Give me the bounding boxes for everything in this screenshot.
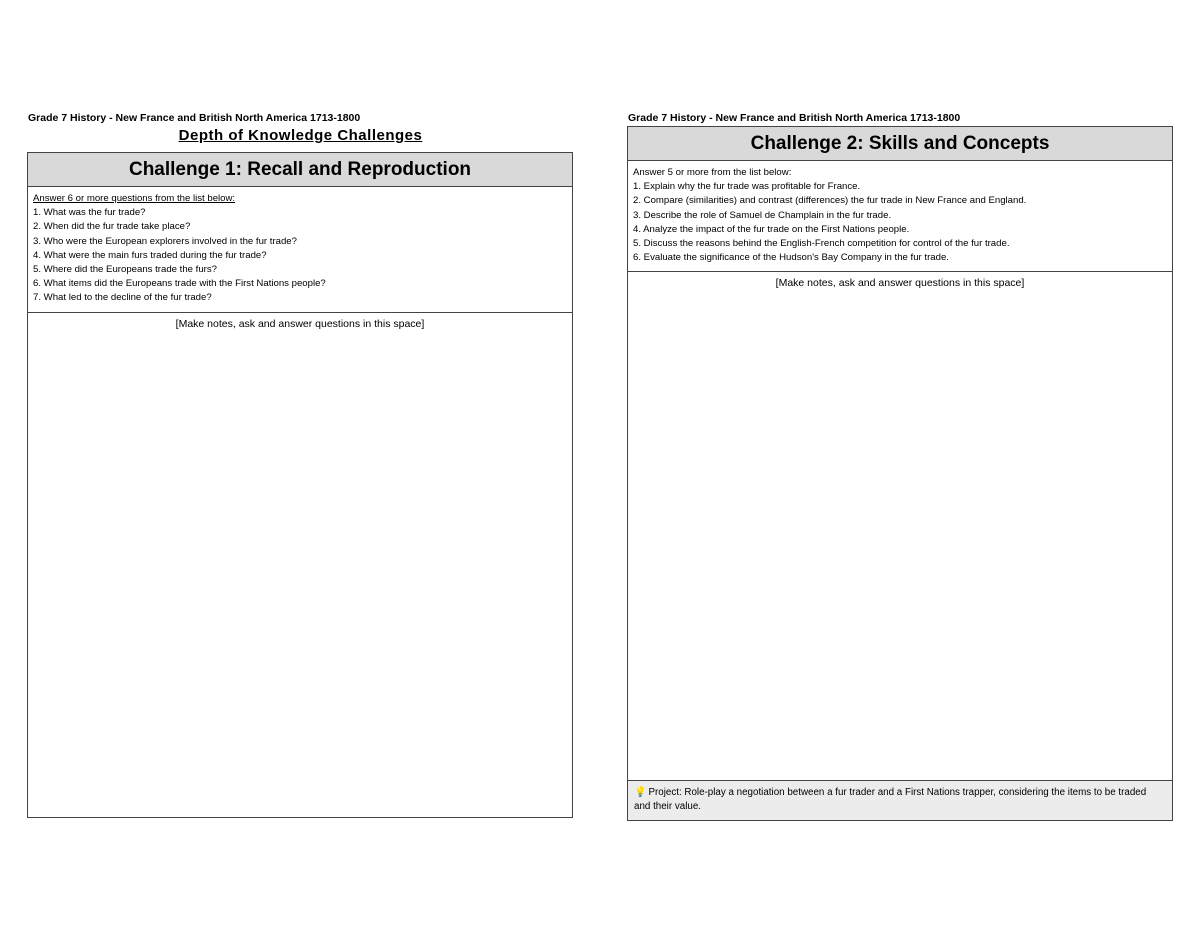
notes-label: [Make notes, ask and answer questions in this space] [175,317,425,330]
left-page-header: Grade 7 History - New France and British North America 1713-1800 [28,112,361,124]
challenge-2-questions [628,161,1172,272]
project-text: Project: Role-play a negotiation between a fur trader and a First Nations trapper, considering the items to be traded and their value. [634,787,1147,812]
challenge-1-intro: Answer 6 or more questions from the list below: [33,193,236,204]
right-page-header: Grade 7 History - New France and British North America 1713-1800 [628,112,961,124]
question-item: 3. Describe the role of Samuel de Champlain in the fur trade. [633,209,892,221]
question-item: 5. Discuss the reasons behind the English-French competition for control of the fur trade. [633,238,1010,250]
question-item: 6. What items did the Europeans trade with the First Nations people? [33,278,326,290]
question-item: 1. Explain why the fur trade was profitable for France. [633,181,861,193]
challenge-1-title: Challenge 1: Recall and Reproduction [28,153,572,187]
question-item: 1. What was the fur trade? [33,207,146,219]
challenge-2-title: Challenge 2: Skills and Concepts [628,127,1172,161]
question-item: 2. When did the fur trade take place? [33,221,191,233]
question-item: 6. Evaluate the significance of the Hudson's Bay Company in the fur trade. [633,252,949,264]
question-item: 4. What were the main furs traded during the fur trade? [33,249,267,261]
challenge-1-question-list [33,206,567,305]
project-bar [628,780,1172,820]
question-item: 7. What led to the decline of the fur trade? [33,292,212,304]
challenge-2-notes-area[interactable] [628,272,1172,289]
document-subtitle: Depth of Knowledge Challenges [178,127,423,144]
challenge-2-intro: Answer 5 or more from the list below: [633,167,792,178]
challenge-1-panel [27,152,573,818]
challenge-1-notes-area[interactable] [28,313,572,330]
lightbulb-icon: 💡 [634,787,647,798]
challenge-1-questions [28,187,572,313]
question-item: 2. Compare (similarities) and contrast (differences) the fur trade in New France and England. [633,195,1027,207]
challenge-2-question-list [633,180,1167,265]
challenge-2-panel [627,126,1173,821]
notes-label: [Make notes, ask and answer questions in this space] [775,277,1025,290]
question-item: 4. Analyze the impact of the fur trade on the First Nations people. [633,223,910,235]
question-item: 3. Who were the European explorers involved in the fur trade? [33,235,297,247]
question-item: 5. Where did the Europeans trade the furs? [33,264,217,276]
